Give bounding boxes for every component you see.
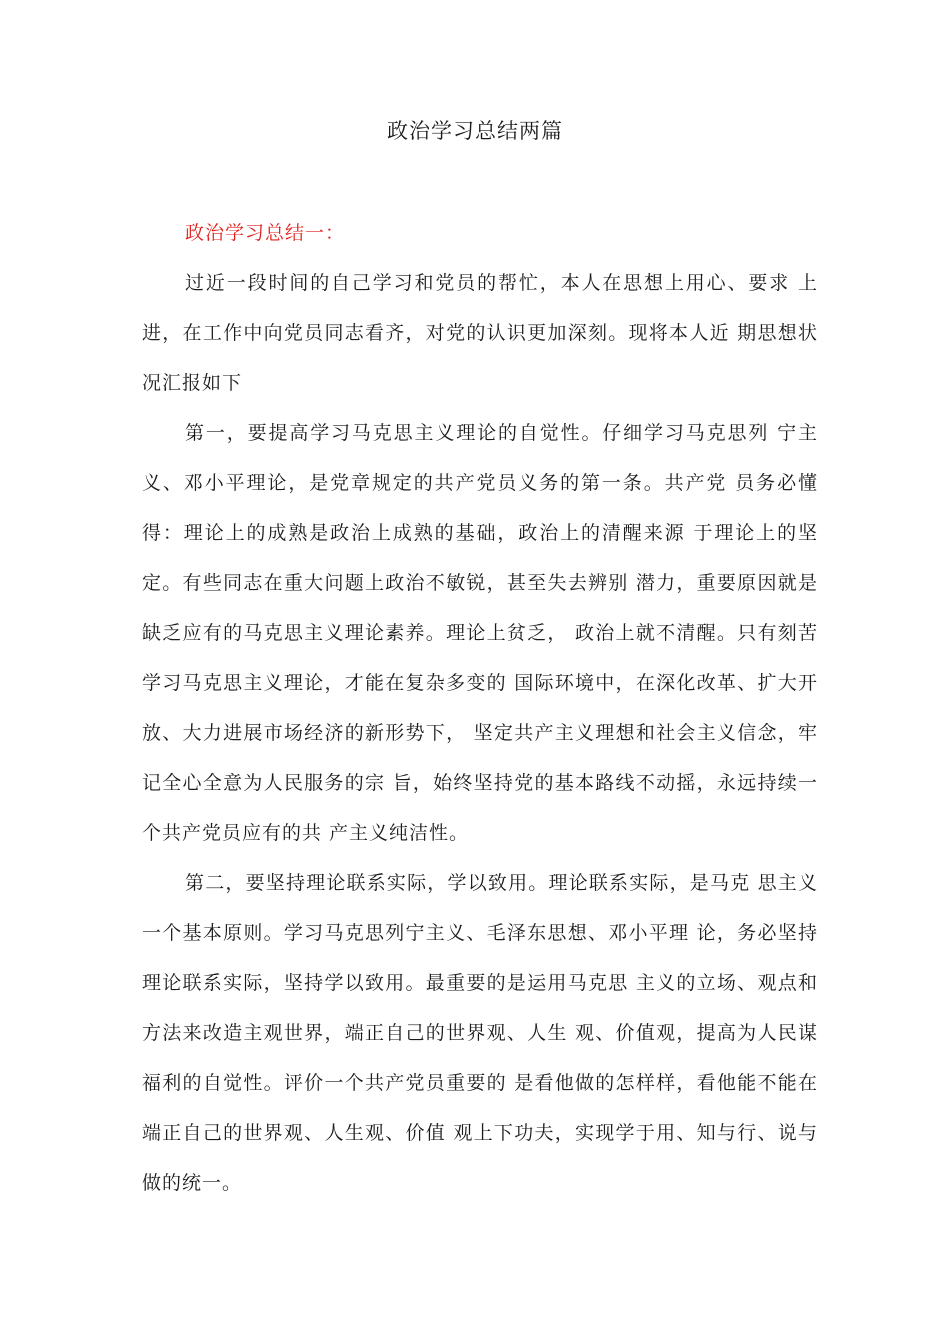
paragraph-first-point: 第一，要提高学习马克思主义理论的自觉性。仔细学习马克思列 宁主义、邓小平理论，是党章规定的共产党员义务的第一条。共产党 员务必懂得：理论上的成熟是政治上成熟的基础，政治上的清醒来源 于理论上的坚定。有些同志在重大问题上政治不敏锐，甚至失去辨别 潜力，重要原因就是缺乏应有的马克思主义理论素养。理论上贫乏， 政治上就不清醒。只有刻苦学习马克思主义理论，才能在复杂多变的 国际环境中，在深化改革、扩大开放、大力进展市场经济的新形势下， 坚定共产主义理想和社会主义信念，牢记全心全意为人民服务的宗 旨，始终坚持党的基本路线不动摇，永远持续一个共产党员应有的共 产主义纯洁性。 (142, 422, 818, 844)
paragraph-second-point: 第二，要坚持理论联系实际，学以致用。理论联系实际，是马克 思主义一个基本原则。学习马克思列宁主义、毛泽东思想、邓小平理 论，务必坚持理论联系实际，坚持学以致用。最重要的是运用马克思 主义的立场、观点和方法来改造主观世界，端正自己的世界观、人生 观、价值观，提高为人民谋福利的自觉性。评价一个共产党员重要的 是看他做的怎样样，看他能不能在端正自己的世界观、人生观、价值 观上下功夫，实现学于用、知与行、说与做的统一。 (142, 872, 818, 1194)
paragraph-intro: 过近一段时间的自己学习和党员的帮忙，本人在思想上用心、要求 上进，在工作中向党员同志看齐，对党的认识更加深刻。现将本人近 期思想状况汇报如下 (142, 272, 818, 394)
document-body (142, 208, 818, 1208)
section-heading: 政治学习总结一： (185, 222, 346, 244)
document-title: 政治学习总结两篇 (387, 119, 563, 143)
